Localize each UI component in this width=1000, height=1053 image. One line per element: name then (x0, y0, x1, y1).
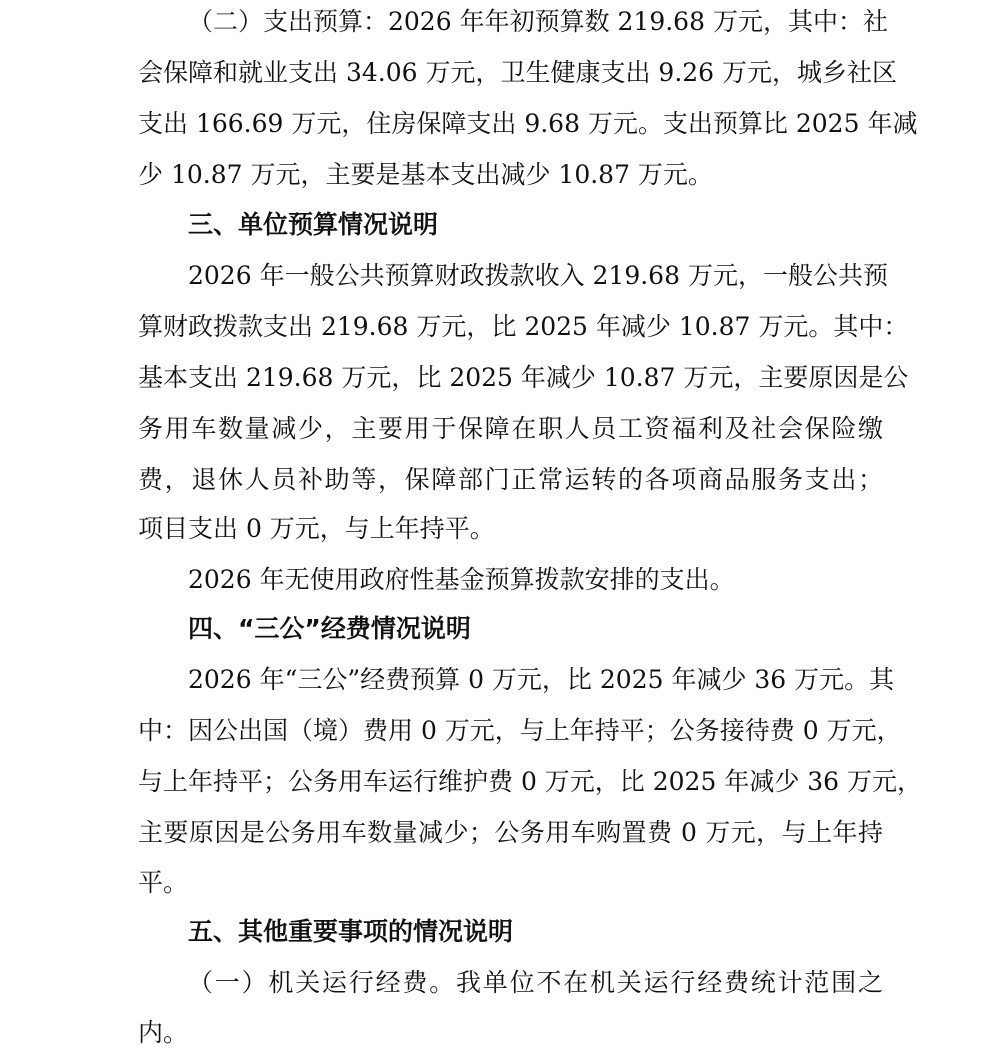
paragraph-unit-budget-line-6: 项目支出 0 万元，与上年持平。 (138, 514, 495, 543)
paragraph-government-fund: 2026 年无使用政府性基金预算拨款安排的支出。 (188, 565, 735, 594)
paragraph-expenditure-line-1: （二）支出预算：2026 年年初预算数 219.68 万元，其中：社 (188, 7, 888, 36)
paragraph-unit-budget-line-2: 算财政拨款支出 219.68 万元，比 2025 年减少 10.87 万元。其中： (138, 312, 909, 341)
paragraph-three-public-line-4: 主要原因是公务用车数量减少；公务用车购置费 0 万元，与上年持 (138, 818, 883, 847)
paragraph-unit-budget-line-1: 2026 年一般公共预算财政拨款收入 219.68 万元，一般公共预 (188, 261, 888, 290)
section-heading-other-matters: 五、其他重要事项的情况说明 (188, 917, 514, 946)
paragraph-three-public-line-2: 中：因公出国（境）费用 0 万元，与上年持平；公务接待费 0 万元， (138, 716, 902, 745)
section-heading-three-public: 四、“三公”经费情况说明 (188, 614, 471, 643)
paragraph-unit-budget-line-4: 务用车数量减少，主要用于保障在职人员工资福利及社会保险缴 (138, 414, 883, 443)
paragraph-operating-cost-line-2: 内。 (138, 1018, 189, 1047)
paragraph-unit-budget-line-5: 费，退休人员补助等，保障部门正常运转的各项商品服务支出； (138, 465, 883, 494)
section-heading-unit-budget: 三、单位预算情况说明 (188, 210, 439, 239)
paragraph-three-public-line-1: 2026 年“三公”经费预算 0 万元，比 2025 年减少 36 万元。其 (188, 665, 895, 694)
paragraph-three-public-line-5: 平。 (138, 868, 189, 897)
paragraph-three-public-line-3: 与上年持平；公务用车运行维护费 0 万元，比 2025 年减少 36 万元， (138, 767, 923, 796)
paragraph-expenditure-line-2: 会保障和就业支出 34.06 万元，卫生健康支出 9.26 万元，城乡社区 (138, 58, 898, 87)
paragraph-expenditure-line-4: 少 10.87 万元，主要是基本支出减少 10.87 万元。 (138, 160, 713, 189)
paragraph-operating-cost-line-1: （一）机关运行经费。我单位不在机关运行经费统计范围之 (188, 968, 883, 997)
paragraph-unit-budget-line-3: 基本支出 219.68 万元，比 2025 年减少 10.87 万元，主要原因是公 (138, 363, 909, 392)
paragraph-expenditure-line-3: 支出 166.69 万元，住房保障支出 9.68 万元。支出预算比 2025 年减 (138, 109, 918, 138)
